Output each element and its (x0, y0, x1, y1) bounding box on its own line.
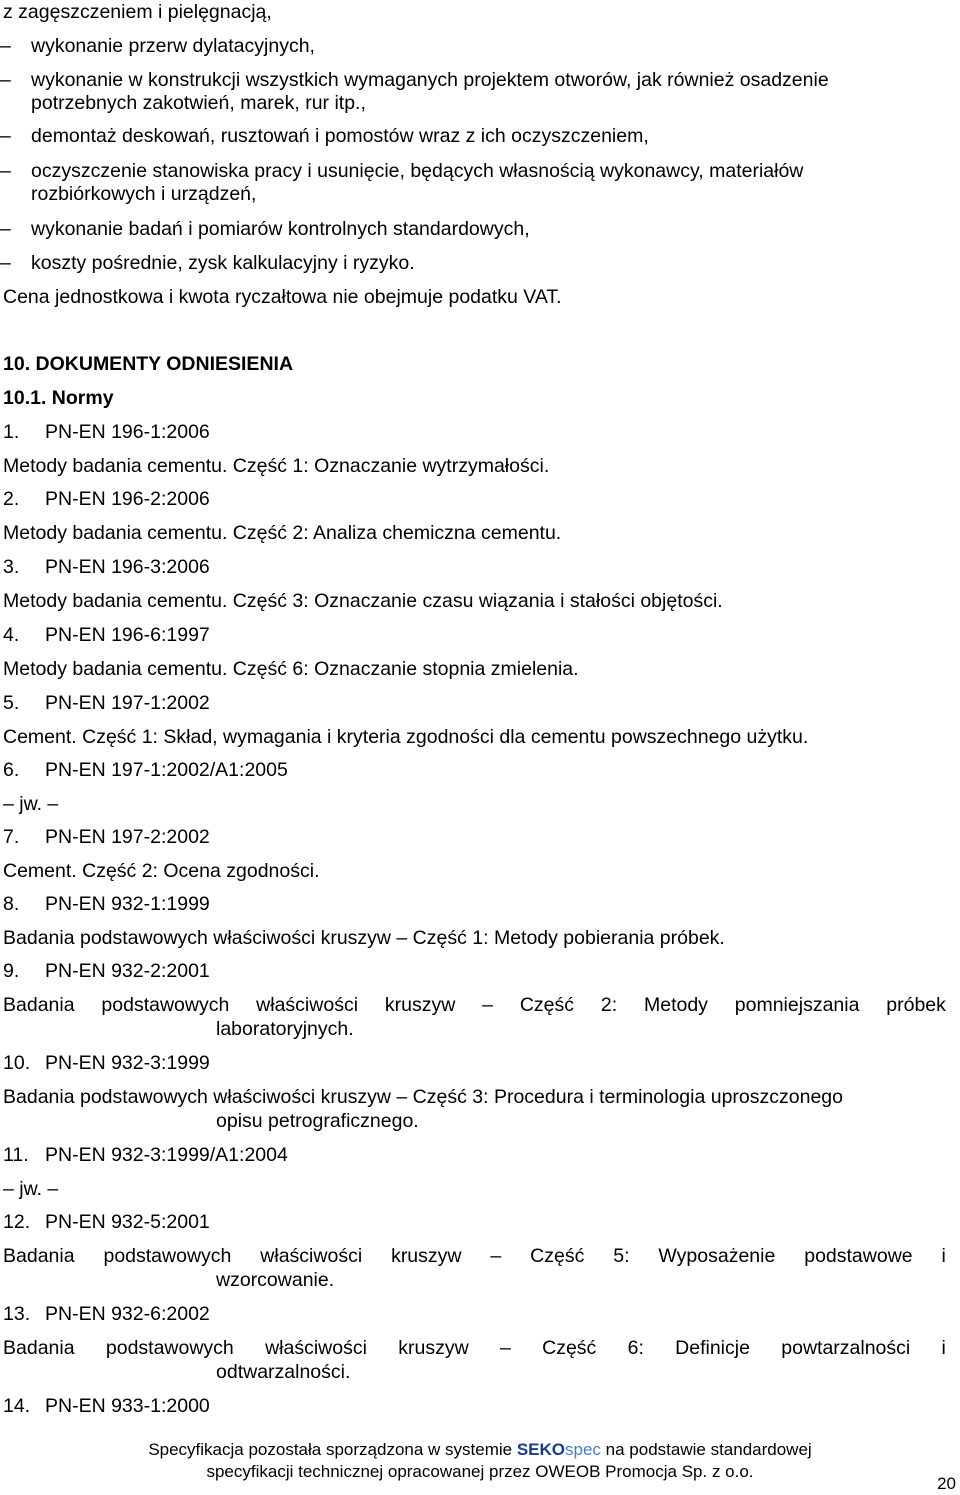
word: kruszyw (384, 994, 456, 1016)
bullet-item (0, 68, 829, 92)
word: – (482, 994, 493, 1016)
norm-number: 1. (3, 421, 20, 443)
norm-description: Cement. Część 2: Ocena zgodności. (3, 860, 320, 882)
norm-id: PN-EN 932-3:1999 (45, 1052, 210, 1074)
norm-id: PN-EN 196-3:2006 (45, 556, 210, 578)
norm-code (3, 691, 210, 715)
bullet-text: oczyszczenie stanowiska pracy i usunięcie, będących własnością wykonawcy, materiałów (31, 160, 804, 182)
bullet-text: demontaż deskowań, rusztowań i pomostów wraz z ich oczyszczeniem, (31, 125, 649, 147)
bullet-item (0, 251, 415, 275)
footer-line-2: specyfikacji technicznej opracowanej przez OWEOB Promocja Sp. z o.o. (206, 1462, 754, 1481)
norm-code (3, 1302, 210, 1326)
norm-number: 10. (3, 1052, 31, 1074)
word: Część (542, 1337, 597, 1359)
norm-description (3, 1244, 946, 1292)
footer-line-1 (0, 1439, 960, 1461)
norm-id: PN-EN 932-6:2002 (45, 1303, 210, 1325)
norm-id: PN-EN 197-2:2002 (45, 826, 210, 848)
justified-line (3, 1244, 946, 1268)
bullet-item (0, 124, 649, 148)
norm-number: 13. (3, 1303, 31, 1325)
word: Metody (643, 994, 708, 1016)
norm-number: 3. (3, 556, 20, 578)
norm-description: Badania podstawowych właściwości kruszyw – Część 3: Procedura i terminologia uproszczonego (3, 1086, 843, 1108)
norm-code (3, 892, 210, 916)
norm-code (3, 1210, 210, 1234)
text-line: z zagęszczeniem i pielęgnacją, (3, 1, 272, 23)
word: Część (519, 994, 575, 1016)
word: właściwości (260, 1245, 363, 1267)
bullet-item (0, 217, 530, 241)
norm-id: PN-EN 932-2:2001 (45, 960, 210, 982)
norm-code (3, 555, 210, 579)
word: podstawowych (103, 1245, 232, 1267)
norm-number: 7. (3, 826, 20, 848)
word: podstawowych (105, 1337, 234, 1359)
word: kruszyw (398, 1337, 469, 1359)
norm-number: 9. (3, 960, 20, 982)
word: Część (530, 1245, 585, 1267)
bullet-text: wykonanie w konstrukcji wszystkich wymaganych projektem otworów, jak również osadzenie (31, 69, 829, 91)
word: i (941, 1337, 946, 1359)
word: Badania (3, 1337, 75, 1359)
norm-number: 11. (3, 1144, 29, 1166)
bullet-item (0, 34, 315, 58)
subsection-heading: 10.1. Normy (3, 387, 114, 409)
bullet-text: koszty pośrednie, zysk kalkulacyjny i ryzyko. (31, 252, 415, 274)
brand-seko: SEKO (516, 1440, 566, 1459)
norm-description-continuation: wzorcowanie. (216, 1269, 335, 1291)
brand-spec: spec (565, 1440, 601, 1459)
norm-id: PN-EN 197-1:2002 (45, 692, 210, 714)
norm-number: 14. (3, 1395, 31, 1417)
norm-number: 6. (3, 759, 20, 781)
norm-number: 5. (3, 692, 20, 714)
section-heading: 10. DOKUMENTY ODNIESIENIA (3, 353, 294, 375)
norm-id: PN-EN 196-2:2006 (45, 488, 210, 510)
norm-id: PN-EN 933-1:2000 (45, 1395, 210, 1417)
dash-marker: – (0, 160, 11, 182)
word: właściwości (265, 1337, 367, 1359)
dash-marker: – (0, 35, 11, 57)
footer-text: na podstawie standardowej (600, 1440, 812, 1459)
word: podstawowe (804, 1245, 913, 1267)
dash-marker: – (0, 125, 11, 147)
norm-number: 2. (3, 488, 20, 510)
word: Badania (3, 994, 75, 1016)
norm-id: PN-EN 932-3:1999/A1:2004 (45, 1144, 288, 1166)
norm-code (3, 959, 210, 983)
justified-line (3, 993, 946, 1017)
vat-note: Cena jednostkowa i kwota ryczałtowa nie obejmuje podatku VAT. (3, 286, 562, 308)
word: 5: (613, 1245, 630, 1267)
word: i (941, 1245, 946, 1267)
norm-description: Metody badania cementu. Część 3: Oznaczanie czasu wiązania i stałości objętości. (3, 590, 723, 612)
word: – (490, 1245, 502, 1267)
word: Wyposażenie (658, 1245, 776, 1267)
norm-number: 12. (3, 1211, 31, 1233)
word: 2: (600, 994, 618, 1016)
word: właściwości (256, 994, 359, 1016)
word: próbek (886, 994, 946, 1016)
norm-id: PN-EN 196-6:1997 (45, 624, 210, 646)
bullet-continuation: rozbiórkowych i urządzeń, (31, 183, 257, 205)
norm-code (3, 623, 210, 647)
norm-code (3, 420, 210, 444)
norm-code (3, 825, 210, 849)
norm-description: Metody badania cementu. Część 2: Analiza chemiczna cementu. (3, 522, 562, 544)
bullet-item (0, 159, 804, 183)
word: powtarzalności (781, 1337, 911, 1359)
norm-code (3, 1394, 210, 1418)
word: kruszyw (391, 1245, 462, 1267)
norm-id: PN-EN 197-1:2002/A1:2005 (45, 759, 288, 781)
norm-description (3, 993, 946, 1041)
norm-code (3, 487, 210, 511)
norm-description: Metody badania cementu. Część 6: Oznaczanie stopnia zmielenia. (3, 658, 579, 680)
norm-description: Metody badania cementu. Część 1: Oznaczanie wytrzymałości. (3, 455, 550, 477)
word: 6: (627, 1337, 644, 1359)
word: Badania (3, 1245, 75, 1267)
norm-description (3, 1336, 946, 1384)
norm-id: PN-EN 932-5:2001 (45, 1211, 210, 1233)
norm-number: 4. (3, 624, 20, 646)
word: Definicje (675, 1337, 750, 1359)
norm-description: Cement. Część 1: Skład, wymagania i kryteria zgodności dla cementu powszechnego użytku. (3, 726, 809, 748)
bullet-text: wykonanie badań i pomiarów kontrolnych standardowych, (31, 218, 530, 240)
norm-number: 8. (3, 893, 20, 915)
word: podstawowych (101, 994, 230, 1016)
word: pomniejszania (734, 994, 860, 1016)
norm-code (3, 1051, 210, 1075)
word: – (499, 1337, 511, 1359)
dash-marker: – (0, 218, 11, 240)
norm-code (3, 758, 288, 782)
bullet-text: wykonanie przerw dylatacyjnych, (31, 35, 315, 57)
norm-id: PN-EN 196-1:2006 (45, 421, 210, 443)
norm-id: PN-EN 932-1:1999 (45, 893, 210, 915)
norm-description-continuation: odtwarzalności. (216, 1361, 351, 1383)
justified-line (3, 1336, 946, 1360)
norm-description-continuation: opisu petrograficznego. (216, 1110, 419, 1132)
bullet-continuation: potrzebnych zakotwień, marek, rur itp., (31, 92, 366, 114)
page-number: 20 (937, 1474, 956, 1493)
norm-description-continuation: laboratoryjnych. (216, 1018, 354, 1040)
norm-description: Badania podstawowych właściwości kruszyw – Część 1: Metody pobierania próbek. (3, 927, 725, 949)
footer-text: Specyfikacja pozostała sporządzona w systemie (148, 1440, 517, 1459)
norm-description: – jw. – (3, 793, 59, 815)
norm-description: – jw. – (3, 1178, 59, 1200)
dash-marker: – (0, 69, 11, 91)
norm-code (3, 1143, 288, 1167)
dash-marker: – (0, 252, 11, 274)
